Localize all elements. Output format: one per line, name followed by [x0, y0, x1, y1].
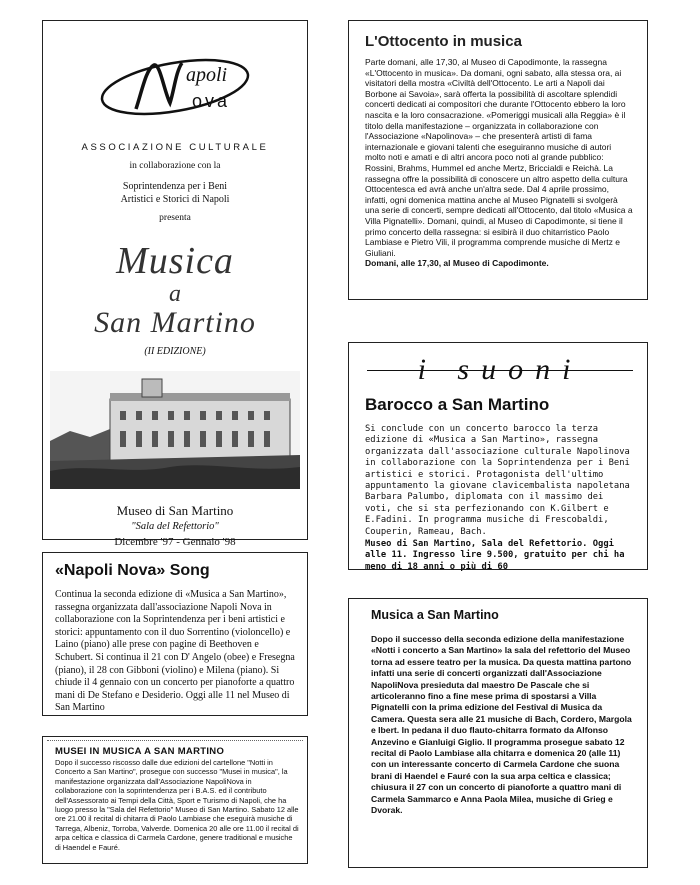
header-rule	[367, 370, 633, 371]
room-name: "Sala del Refettorio"	[131, 521, 219, 532]
poster-title-musica: Musica	[116, 240, 234, 282]
article-footer: Domani, alle 17,30, al Museo di Capodimonte.	[365, 258, 549, 269]
article-body: Continua la seconda edizione di «Musica a San Martino», rassegna organizzata dall'associazione Napoli Nova in collaborazione con la Soprintendenza per i beni artistici e storici: appuntamento con il duo Sorrentino (violoncello) e Laino (piano) alle prese con pagine di Beethoven e Schubert. Si continua il 21 con D' Angelo (obee) e Fresegna (piano), il 28 con Gibboni (violino) e Milena (piano). Si chiude il 4 gennaio con un concerto per pianoforte a quattro mani di De Stefano e Desiderio. Oggi alle 11 nel Museo di San Martino	[55, 589, 295, 714]
suoni-article	[348, 342, 648, 570]
napoli-nova-song-article	[42, 552, 308, 716]
ottocento-article	[348, 20, 648, 300]
section-header-label: i suoni	[417, 353, 583, 386]
soprintendenza-text	[43, 180, 307, 206]
musica-san-martino-article	[348, 598, 648, 868]
event-dates: Dicembre '97 - Gennaio '98	[114, 536, 236, 548]
soprintendenza-line-2: Artistici e Storici di Napoli	[120, 194, 230, 205]
clipping-edge	[47, 740, 303, 743]
article-info: Museo di San Martino, Sala del Refettorio. Oggi alle 11. Ingresso lire 9.500, gratuito per chi ha meno di 18 anni o più di 60	[365, 539, 625, 572]
poster-title-san-martino: San Martino	[94, 306, 256, 339]
museum-name: Museo di San Martino	[116, 503, 234, 518]
svg-text:ova: ova	[192, 91, 231, 111]
musei-in-musica-article	[42, 736, 308, 864]
article-title: Musica a San Martino	[371, 608, 499, 622]
association-label: ASSOCIAZIONE CULTURALE	[81, 142, 269, 153]
article-title: L'Ottocento in musica	[365, 33, 522, 50]
article-body: Dopo il successo della seconda edizione della manifestazione «Notti i concerto a San Martino» la sala del refettorio del Museo torna ad essere teatro per la musica. Da questa mattina partono infatti una serie di concerti organizzati dall'Associazione NapoliNova presieduta dal maestro De Pascale che si articoleranno fino a fine mese prima di spostarsi a Villa Pignatelli con la prima edizione del Festival di Musica da Camera. Questa sera alle 21 musiche di Bach, Cordero, Margola e Ibert. In pedana il duo flauto-chitarra formato da Alfonso Anzevino e Gianluigi Giglio. Il programma prosegue sabato 12 recital di Paolo Lambiase alla chitarra e domenica 20 (alle 11) con un interessante concerto di Carmela Cardone che suona brani di Haendel e Fauré con la sua arpa celtica e classica; chiusura il 27 con un concerto di pianoforte a quattro mani di Carmela Sammarco e Anna Paola Milea, musiche di Grieg e Dvorak.	[371, 634, 632, 816]
edition-label: (II EDIZIONE)	[144, 346, 206, 357]
article-title: «Napoli Nova» Song	[55, 562, 210, 579]
presenta-label: presenta	[159, 213, 191, 223]
article-body: Parte domani, alle 17,30, al Museo di Capodimonte, la rassegna «L'Ottocento in musica». Da domani, ogni sabato, alla stessa ora, ai visitatori della mostra «Civiltà dell'Ottocento. Le arti a Napoli dai Borbone ai Savoia», sarà offerta la possibilità di ascoltare splendidi concerti dedicati ai compositori che durante l'Ottocento ebbero la loro nascita e la loro consacrazione. «Pomeriggi musicali alla Reggia» è il titolo della manifestazione – organizzata in collaborazione con l'Associazione «Napolinova» – che presenterà artisti di fama internazionale e giovani talenti che eseguiranno musiche di autori molto noti e amati e di altri ancora poco noti al grande pubblico: Rossini, Brahms, Hummel ed anche Mertz, Briccialdi e Reichà. La rassegna offre la possibilità di conoscere un altro aspetto della cultura Ottocentesca ed avrà anche un'altra sede. Dal 4 aprile prossimo, infatti, ogni domenica mattina anche al Museo Pignatelli si svolgerà una serie di concerti, sempre dedicati all'Ottocento, dal titolo «Musica a Villa Pignatelli». Domani, quindi, al Museo di Capodimonte, si tiene il primo concerto della rassegna: si esibirà il duo chitarristico Paolo Lambiase e Pietro Vili, il programma comprende musiche di Mertz e Giuliani.	[365, 57, 633, 258]
svg-text:apoli: apoli	[186, 64, 228, 86]
soprintendenza-line-1: Soprintendenza per i Beni	[122, 181, 228, 192]
event-poster	[42, 20, 308, 548]
napoli-nova-logo	[94, 51, 256, 123]
poster-title-a: a	[169, 281, 181, 307]
article-body: Dopo il successo riscosso dalle due edizioni del cartellone "Notti in Concerto a San Martino", prosegue con successo "Musei in musica", la manifestazione organizzata dall'Associazione NapoliNova in collaborazione con la soprintendenza per i B.A.S. ed il contributo dell'Assessorato ai Tempi della Città, Sport e Turismo di Napoli, che ha luogo presso la "Sala del Refettorio" Museo di San Martino. Sabato 12 alle ore 21.00 il recital di chitarra di Paolo Lambiase che eseguirà musiche di Tarrega, Albeniz, Torroba, Valverde. Domenica 20 alle ore 11.00 il recital di arpa celtica e classica di Carmela Cardone, genere traditional e musiche di Haendel e Fauré.	[55, 758, 299, 852]
article-title: Barocco a San Martino	[365, 395, 550, 414]
article-body: Si conclude con un concerto barocco la terza edizione di «Musica a San Martino», rassegna organizzata dall'associazione culturale Napolinova in collaborazione con la Soprintendenza per i Beni artistici e storici. Protagonista dell'ultimo appuntamento la giovane clavicembalista napoletana Barbara Palumbo, diplomata con il massimo dei voti, che si sta perfezionando con K.Gilbert e E.Fadini. In programma musiche di Frescobaldi, Couperin, Rameau, Bach.	[365, 424, 630, 537]
museum-photo	[50, 371, 300, 489]
collab-label: in collaborazione con la	[129, 161, 221, 171]
section-header	[365, 353, 635, 389]
article-title: MUSEI IN MUSICA A SAN MARTINO	[55, 746, 225, 757]
